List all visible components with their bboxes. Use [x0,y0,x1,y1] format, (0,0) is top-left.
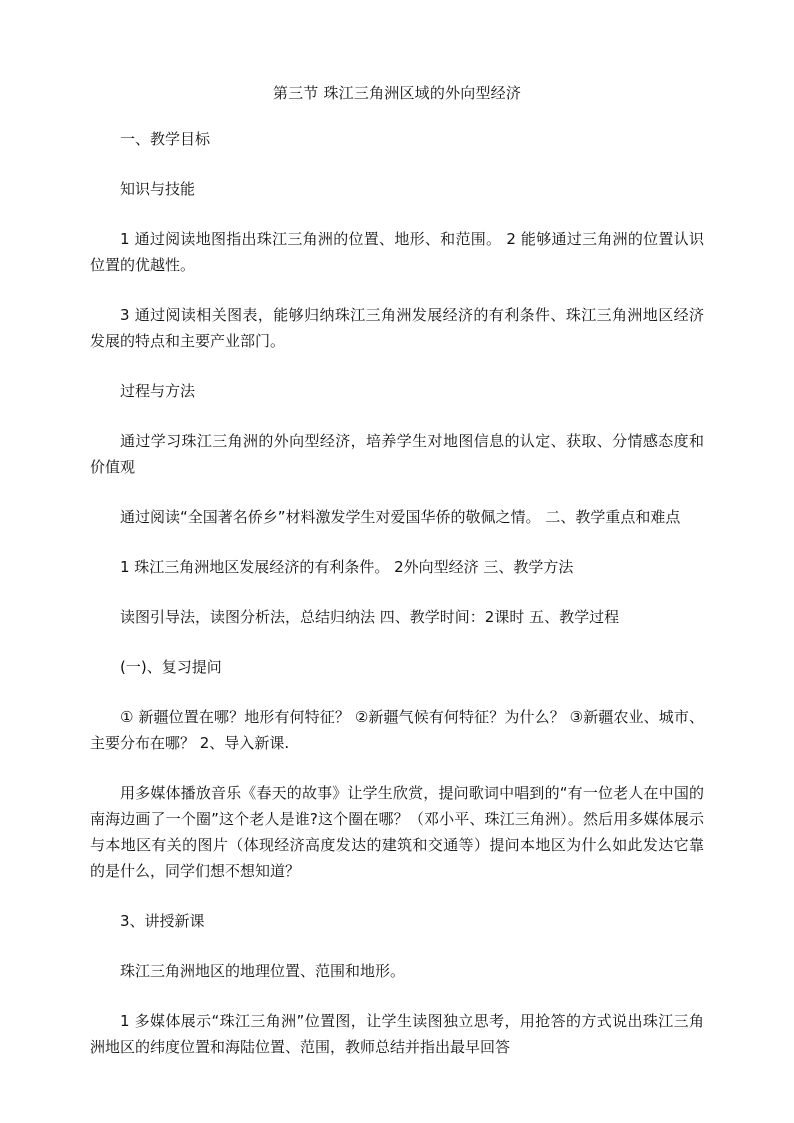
paragraph-teaching-goals-heading: 一、教学目标 [120,130,211,148]
paragraph-location-activity: 1 多媒体展示“珠江三角洲”位置图，让学生读图独立思考，用抢答的方式说出珠江三角洲地区的纬度位置和海陆位置、范围，教师总结并指出最早回答 [90,1012,704,1056]
paragraph-knowledge-skills-heading: 知识与技能 [120,180,196,198]
paragraph-new-lesson-heading: 3、讲授新课 [120,912,205,930]
paragraph-overseas-chinese-text: 通过阅读“全国著名侨乡”材料激发学生对爱国华侨的敬佩之情。 二、教学重点和难点 [120,508,681,526]
paragraph-goal-1: 1 通过阅读地图指出珠江三角洲的位置、地形、和范围。 2 能够通过三角洲的位置认识位置的优越性。 [90,230,704,274]
document-body [90,126,704,1084]
paragraph-location-topic: 珠江三角洲地区的地理位置、范围和地形。 [120,962,406,980]
paragraph-review-questions: ① 新疆位置在哪？地形有何特征？ ②新疆气候有何特征？为什么？ ③新疆农业、城市、主要分布在哪？ 2、导入新课. [90,708,704,752]
paragraph-process-text: 通过学习珠江三角洲的外向型经济，培养学生对地图信息的认定、获取、分情感态度和价值观 [90,432,704,476]
paragraph-goal-3: 3 通过阅读相关图表，能够归纳珠江三角洲发展经济的有利条件、珠江三角洲地区经济发展的特点和主要产业部门。 [90,306,704,350]
paragraph-review-heading: (一)、复习提问 [120,658,222,676]
paragraph-introduction: 用多媒体播放音乐《春天的故事》让学生欣赏，提问歌词中唱到的“有一位老人在中国的南海边画了一个圈”这个老人是谁?这个圈在哪？（邓小平、珠江三角洲）。然后用多媒体展示与本地区有关的图片（体现经济高度发达的建筑和交通等）提问本地区为什么如此发达它靠的是什么，同学们想不想知道？ [90,784,704,880]
paragraph-key-points: 1 珠江三角洲地区发展经济的有利条件。 2外向型经济 三、教学方法 [120,558,574,576]
paragraph-process-methods-heading: 过程与方法 [120,382,196,400]
paragraph-methods-time: 读图引导法，读图分析法，总结归纳法 四、教学时间：2课时 五、教学过程 [120,608,620,626]
document-title: 第三节 珠江三角洲区域的外向型经济 [272,84,522,102]
